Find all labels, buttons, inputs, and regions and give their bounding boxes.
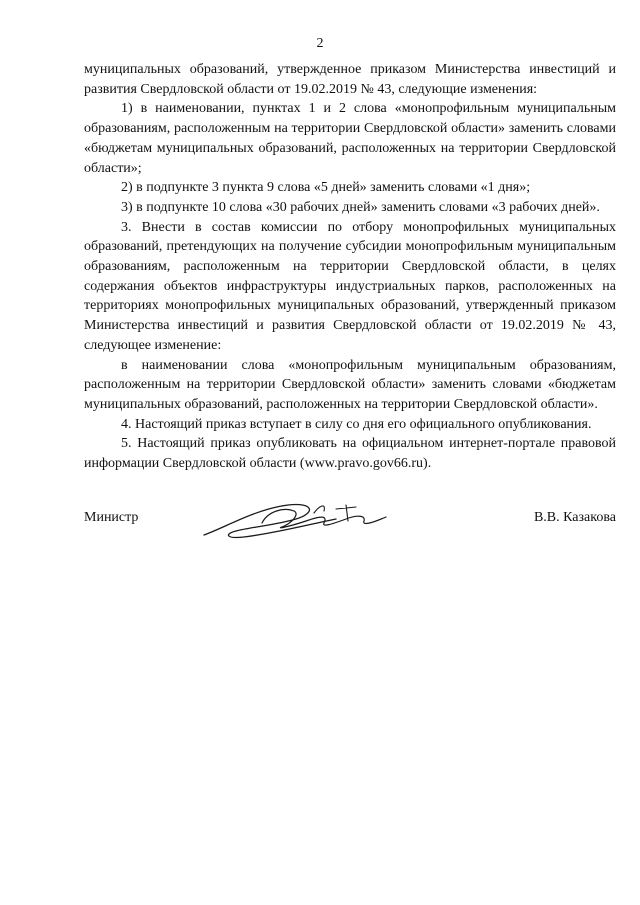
handwritten-signature [196,497,396,545]
paragraph-item-3: 3) в подпункте 10 слова «30 рабочих дней» заменить словами «3 рабочих дней». [121,199,600,215]
signer-position: Министр [84,510,139,525]
signature-block [84,505,616,545]
signer-name: В.В. Казакова [533,510,616,525]
paragraph-clause-4: 4. Настоящий приказ вступает в силу со дня его официального опубликования. [121,416,592,432]
page-number: 2 [316,36,324,51]
paragraph-item-1: 1) в наименовании, пунктах 1 и 2 слова «монопрофильным муниципальным образованиям, расположенным на территории Свердловской области» заменить словами «бюджетам муниципальных образований, расположенных на территории Свердловской области»; [84,101,616,176]
paragraph-clause-3-change: в наименовании слова «монопрофильным муниципальным образованиям, расположенным на территории Свердловской области» заменить словами «бюджетам муниципальных образований, расположенных на территории Свердловской области». [84,357,616,412]
paragraph-clause-3: 3. Внести в состав комиссии по отбору монопрофильных муниципальных образований, претендующих на получение субсидии монопрофильным муниципальным образованиям, расположенным на территории Свердловской области, в целях содержания объектов инфраструктуры индустриальных парков, расположенных на территориях монопрофильных муниципальных образований, утвержденный приказом Министерства инвестиций и развития Свердловской области от 19.02.2019 № 43, следующее изменение: [84,219,616,353]
paragraph-continuation: муниципальных образований, утвержденное приказом Министерства инвестиций и развития Свердловской области от 19.02.2019 № 43, следующие изменения: [84,62,616,97]
paragraph-clause-5: 5. Настоящий приказ опубликовать на официальном интернет-портале правовой информации Свердловской области (www.pravo.gov66.ru). [84,436,616,472]
document-body [84,60,616,474]
paragraph-item-2: 2) в подпункте 3 пункта 9 слова «5 дней» заменить словами «1 дня»; [121,180,531,196]
